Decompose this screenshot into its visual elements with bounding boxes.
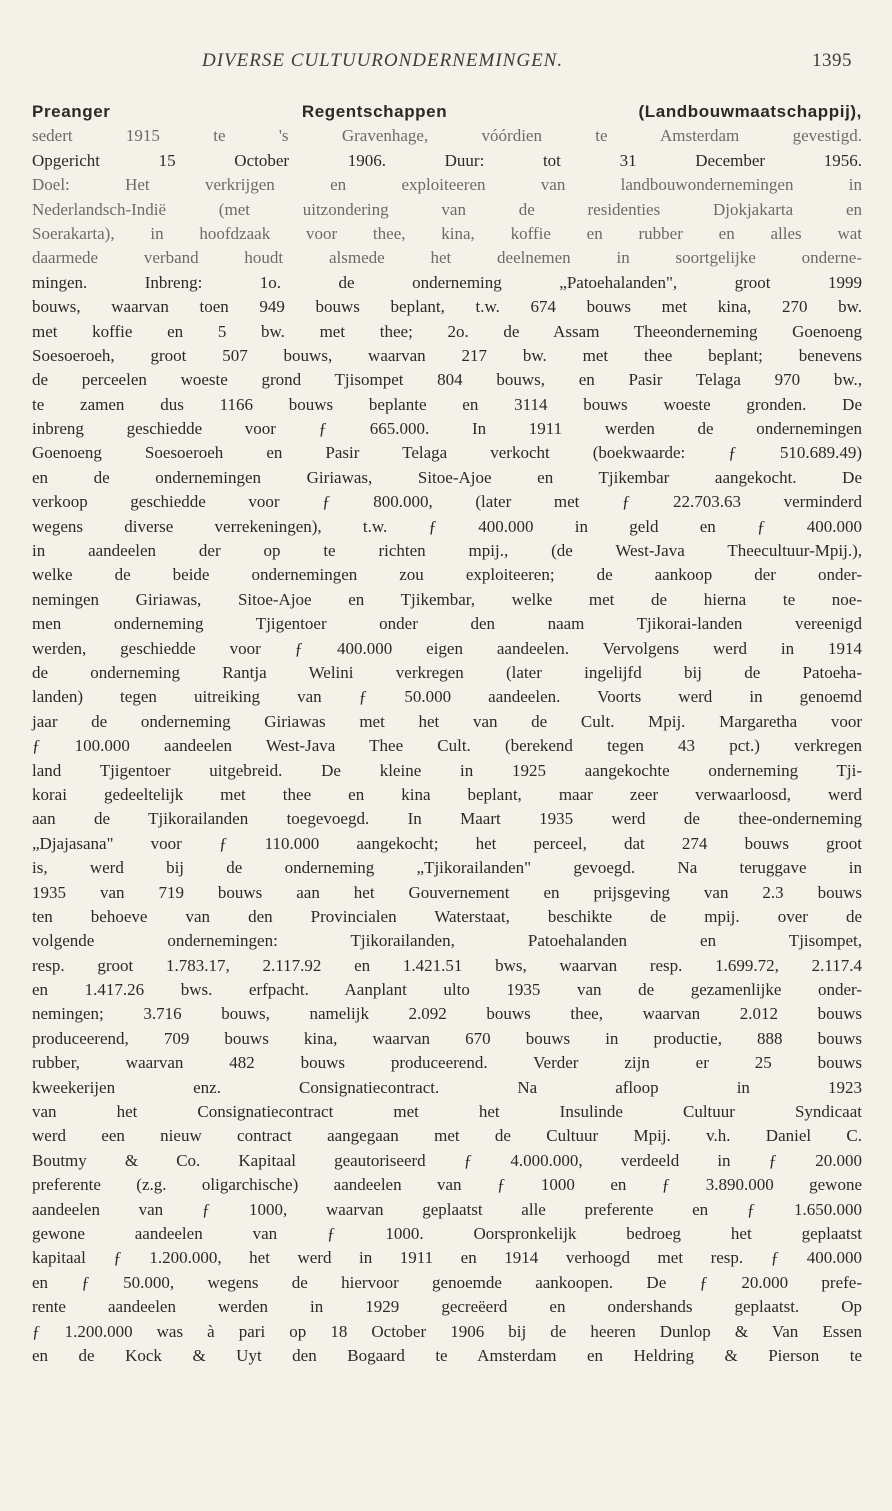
text-line: verkoop geschiedde voor ƒ 800.000, (later met ƒ 22.703.63 verminderd [32,492,862,512]
text-line: aandeelen van ƒ 1000, waarvan geplaatst alle preferente en ƒ 1.650.000 [32,1199,862,1219]
body-text [32,100,862,1393]
text-line: in aandeelen der op te richten mpij., (de West-Java Theecultuur-Mpij.), [32,541,862,561]
text-line: preferente (z.g. oligarchische) aandeelen van ƒ 1000 en ƒ 3.890.000 gewone [32,1175,862,1195]
text-line: werden, geschiedde voor ƒ 400.000 eigen aandeelen. Vervolgens werd in 1914 [32,638,862,658]
text-line: en de ondernemingen Giriawas, Sitoe-Ajoe en Tjikembar aangekocht. De [32,467,862,487]
text-line: werd een nieuw contract aangegaan met de Cultuur Mpij. v.h. Daniel C. [32,1126,862,1146]
text-line: landen) tegen uitreiking van ƒ 50.000 aandeelen. Voorts werd in genoemd [32,687,862,707]
text-line: ƒ 1.200.000 was à pari op 18 October 1906 bij de heeren Dunlop & Van Essen [32,1321,862,1341]
text-line: en 1.417.26 bws. erfpacht. Aanplant ulto 1935 van de gezamenlijke onder- [32,980,862,1000]
text-line: volgende ondernemingen: Tjikorailanden, Patoehalanden en Tjisompet, [32,931,862,951]
text-line: nemingen; 3.716 bouws, namelijk 2.092 bouws thee, waarvan 2.012 bouws [32,1004,862,1024]
text-line: korai gedeeltelijk met thee en kina beplant, maar zeer verwaarloosd, werd [32,784,862,804]
running-title: DIVERSE CULTUURONDERNEMINGEN. [202,50,564,71]
text-line: met koffie en 5 bw. met thee; 2o. de Assam Theeonderneming Goenoeng [32,321,862,341]
text-line [32,1368,862,1392]
text-line: nemingen Giriawas, Sitoe-Ajoe en Tjikembar, welke met de hierna te noe- [32,589,862,609]
text-line: Opgericht 15 October 1906. Duur: tot 31 December 1956. [32,150,862,170]
text-line: de perceelen woeste grond Tjisompet 804 bouws, en Pasir Telaga 970 bw., [32,370,862,390]
text-line: kapitaal ƒ 1.200.000, het werd in 1911 en 1914 verhoogd met resp. ƒ 400.000 [32,1248,862,1268]
text-line: welke de beide ondernemingen zou exploiteeren; de aankoop der onder- [32,565,862,585]
text-line: inbreng geschiedde voor ƒ 665.000. In 1911 werden de ondernemingen [32,419,862,439]
text-line: te zamen dus 1166 bouws beplante en 3114 bouws woeste gronden. De [32,394,862,414]
text-line: de onderneming Rantja Welini verkregen (later ingelijfd bij de Patoeha- [32,662,862,682]
text-line: jaar de onderneming Giriawas met het van de Cult. Mpij. Margaretha voor [32,711,862,731]
page-number: 1395 [812,50,852,71]
text-line: land Tjigentoer uitgebreid. De kleine in 1925 aangekochte onderneming Tji- [32,760,862,780]
text-line: bouws, waarvan toen 949 bouws beplant, t.w. 674 bouws met kina, 270 bw. [32,297,862,317]
running-header [32,50,852,80]
text-line: Nederlandsch-Indië (met uitzondering van de residenties Djokjakarta en [32,199,862,219]
text-line: men onderneming Tjigentoer onder den naam Tjikorai-landen vereenigd [32,614,862,634]
text-line: Soerakarta), in hoofdzaak voor thee, kina, koffie en rubber en alles wat [32,223,862,243]
company-heading: Preanger Regentschappen (Landbouwmaatschappij), [32,102,862,121]
text-line: en de Kock & Uyt den Bogaard te Amsterdam en Heldring & Pierson te [32,1345,862,1365]
text-line: wegens diverse verrekeningen), t.w. ƒ 400.000 in geld en ƒ 400.000 [32,516,862,536]
text-line: ten behoeve van den Provincialen Waterstaat, beschikte de mpij. over de [32,906,862,926]
text-line: is, werd bij de onderneming „Tjikorailanden" gevoegd. Na teruggave in [32,858,862,878]
text-line: produceerend, 709 bouws kina, waarvan 670 bouws in productie, 888 bouws [32,1028,862,1048]
text-line: daarmede verband houdt alsmede het deelnemen in soortgelijke onderne- [32,248,862,268]
text-line: Boutmy & Co. Kapitaal geautoriseerd ƒ 4.000.000, verdeeld in ƒ 20.000 [32,1150,862,1170]
text-line: en ƒ 50.000, wegens de hiervoor genoemde aankoopen. De ƒ 20.000 prefe- [32,1272,862,1292]
text-line: gewone aandeelen van ƒ 1000. Oorspronkelijk bedroeg het geplaatst [32,1223,862,1243]
text-line: rente aandeelen werden in 1929 gecreëerd en ondershands geplaatst. Op [32,1297,862,1317]
text-line: Goenoeng Soesoeroeh en Pasir Telaga verkocht (boekwaarde: ƒ 510.689.49) [32,443,862,463]
text-line: Soesoeroeh, groot 507 bouws, waarvan 217 bw. met thee beplant; benevens [32,345,862,365]
text-line: sedert 1915 te 's Gravenhage, vóórdien te Amsterdam gevestigd. [32,126,862,146]
text-line: Doel: Het verkrijgen en exploiteeren van landbouwondernemingen in [32,175,862,195]
text-line: ƒ 100.000 aandeelen West-Java Thee Cult. (berekend tegen 43 pct.) verkregen [32,736,862,756]
text-line: rubber, waarvan 482 bouws produceerend. Verder zijn er 25 bouws [32,1053,862,1073]
text-line: resp. groot 1.783.17, 2.117.92 en 1.421.51 bws, waarvan resp. 1.699.72, 2.117.4 [32,955,862,975]
text-line: mingen. Inbreng: 1o. de onderneming „Patoehalanden", groot 1999 [32,272,862,292]
text-line: „Djajasana" voor ƒ 110.000 aangekocht; het perceel, dat 274 bouws groot [32,833,862,853]
text-line: van het Consignatiecontract met het Insulinde Cultuur Syndicaat [32,1102,862,1122]
text-line: 1935 van 719 bouws aan het Gouvernement en prijsgeving van 2.3 bouws [32,882,862,902]
text-line: aan de Tjikorailanden toegevoegd. In Maart 1935 werd de thee-onderneming [32,809,862,829]
text-line: kweekerijen enz. Consignatiecontract. Na afloop in 1923 [32,1077,862,1097]
